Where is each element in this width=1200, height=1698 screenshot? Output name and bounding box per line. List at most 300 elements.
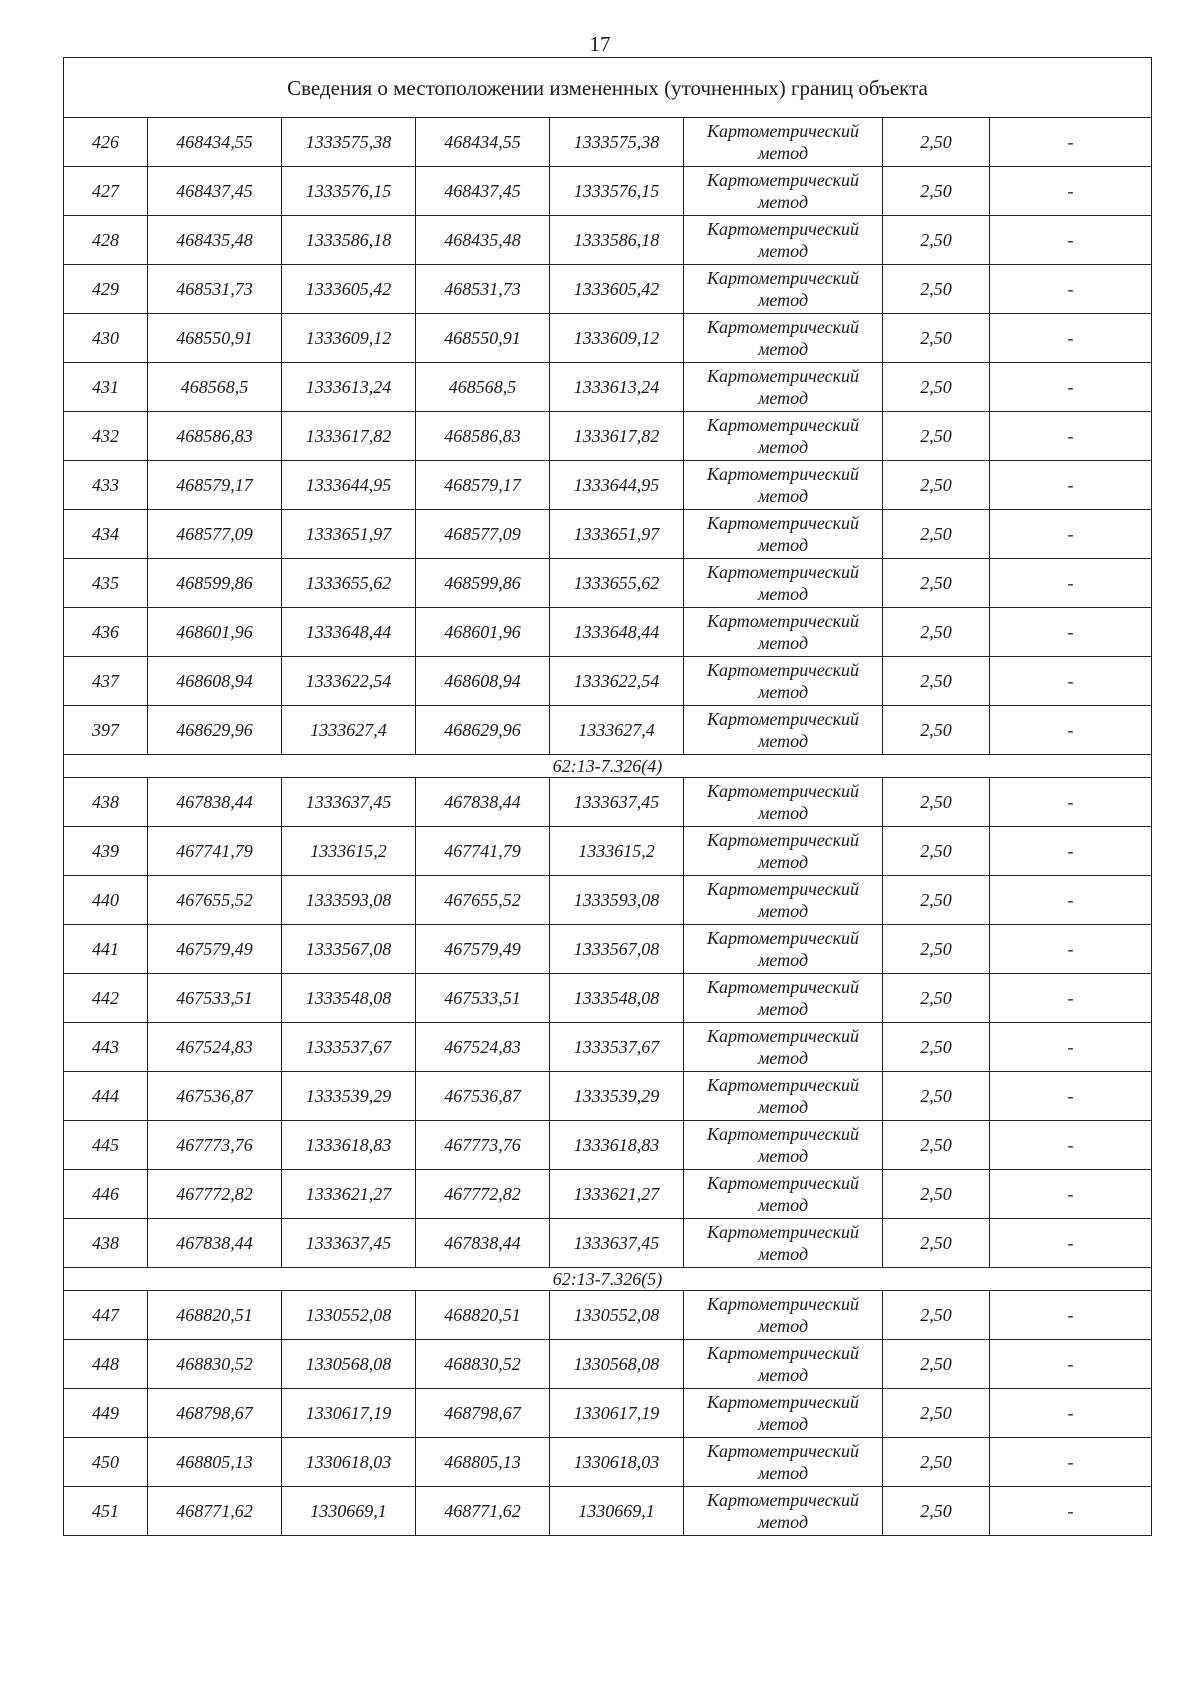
old-y-cell: 1333637,45 [282,1219,416,1268]
method-cell [684,461,883,510]
method-cell [684,314,883,363]
method-cell [684,118,883,167]
method-word: Картометрический [706,611,859,631]
method-word: Картометрический [706,464,859,484]
method-cell [684,363,883,412]
new-x-cell: 468805,13 [416,1438,550,1487]
new-y-cell: 1333548,08 [550,974,684,1023]
description-cell: - [990,363,1152,412]
table-row [64,876,1152,925]
new-y-cell: 1333567,08 [550,925,684,974]
point-number-cell: 427 [64,167,148,216]
new-x-cell: 467533,51 [416,974,550,1023]
table-row [64,118,1152,167]
description-cell: - [990,657,1152,706]
old-y-cell: 1333539,29 [282,1072,416,1121]
accuracy-cell: 2,50 [883,1291,990,1340]
table-row [64,559,1152,608]
new-x-cell: 468608,94 [416,657,550,706]
new-x-cell: 468568,5 [416,363,550,412]
new-x-cell: 467838,44 [416,1219,550,1268]
description-cell: - [990,1219,1152,1268]
method-cell [684,167,883,216]
point-number-cell: 438 [64,778,148,827]
old-y-cell: 1333605,42 [282,265,416,314]
new-y-cell: 1333655,62 [550,559,684,608]
new-x-cell: 468830,52 [416,1340,550,1389]
table-row [64,363,1152,412]
description-cell: - [990,706,1152,755]
method-word: Картометрический [706,317,859,337]
old-x-cell: 467536,87 [148,1072,282,1121]
accuracy-cell: 2,50 [883,510,990,559]
new-x-cell: 468577,09 [416,510,550,559]
old-x-cell: 467838,44 [148,778,282,827]
point-number-cell: 450 [64,1438,148,1487]
method-word: метод [757,1316,809,1336]
old-x-cell: 468531,73 [148,265,282,314]
old-y-cell: 1333637,45 [282,778,416,827]
point-number-cell: 437 [64,657,148,706]
old-x-cell: 468577,09 [148,510,282,559]
old-x-cell: 468550,91 [148,314,282,363]
description-cell: - [990,412,1152,461]
accuracy-cell: 2,50 [883,778,990,827]
method-word: метод [757,486,809,506]
old-x-cell: 468771,62 [148,1487,282,1536]
description-cell: - [990,1487,1152,1536]
accuracy-cell: 2,50 [883,559,990,608]
table-row [64,1487,1152,1536]
point-number-cell: 445 [64,1121,148,1170]
old-y-cell: 1333618,83 [282,1121,416,1170]
new-x-cell: 467524,83 [416,1023,550,1072]
new-y-cell: 1333637,45 [550,778,684,827]
method-cell [684,1219,883,1268]
method-word: Картометрический [706,121,859,141]
new-y-cell: 1333648,44 [550,608,684,657]
description-cell: - [990,974,1152,1023]
old-y-cell: 1333651,97 [282,510,416,559]
accuracy-cell: 2,50 [883,925,990,974]
new-x-cell: 468437,45 [416,167,550,216]
method-cell [684,1389,883,1438]
table-row [64,216,1152,265]
method-cell [684,876,883,925]
description-cell: - [990,1072,1152,1121]
point-number-cell: 439 [64,827,148,876]
table-row [64,778,1152,827]
old-y-cell: 1333627,4 [282,706,416,755]
description-cell: - [990,1438,1152,1487]
new-y-cell: 1333622,54 [550,657,684,706]
new-y-cell: 1333593,08 [550,876,684,925]
new-x-cell: 467838,44 [416,778,550,827]
old-x-cell: 467741,79 [148,827,282,876]
method-word: Картометрический [706,513,859,533]
new-y-cell: 1330617,19 [550,1389,684,1438]
method-cell [684,510,883,559]
table-row [64,608,1152,657]
method-word: Картометрический [706,219,859,239]
new-x-cell: 468820,51 [416,1291,550,1340]
old-x-cell: 468435,48 [148,216,282,265]
method-cell [684,925,883,974]
point-number-cell: 446 [64,1170,148,1219]
old-y-cell: 1333609,12 [282,314,416,363]
description-cell: - [990,510,1152,559]
method-word: метод [757,633,809,653]
point-number-cell: 432 [64,412,148,461]
description-cell: - [990,1340,1152,1389]
new-x-cell: 467579,49 [416,925,550,974]
accuracy-cell: 2,50 [883,314,990,363]
old-x-cell: 467524,83 [148,1023,282,1072]
method-word: Картометрический [706,268,859,288]
method-word: метод [757,388,809,408]
accuracy-cell: 2,50 [883,1389,990,1438]
accuracy-cell: 2,50 [883,1072,990,1121]
description-cell: - [990,1291,1152,1340]
new-y-cell: 1330618,03 [550,1438,684,1487]
old-x-cell: 467772,82 [148,1170,282,1219]
point-number-cell: 440 [64,876,148,925]
table-row [64,1219,1152,1268]
description-cell: - [990,778,1152,827]
method-cell [684,1121,883,1170]
description-cell: - [990,1389,1152,1438]
new-x-cell: 468531,73 [416,265,550,314]
point-number-cell: 449 [64,1389,148,1438]
method-word: метод [757,1365,809,1385]
method-word: метод [757,682,809,702]
point-number-cell: 451 [64,1487,148,1536]
new-x-cell: 468599,86 [416,559,550,608]
accuracy-cell: 2,50 [883,363,990,412]
method-word: Картометрический [706,415,859,435]
accuracy-cell: 2,50 [883,1340,990,1389]
description-cell: - [990,1023,1152,1072]
accuracy-cell: 2,50 [883,657,990,706]
method-word: Картометрический [706,1441,859,1461]
new-x-cell: 467741,79 [416,827,550,876]
accuracy-cell: 2,50 [883,118,990,167]
method-cell [684,265,883,314]
old-x-cell: 468568,5 [148,363,282,412]
method-cell [684,1023,883,1072]
method-word: Картометрический [706,1294,859,1314]
point-number-cell: 431 [64,363,148,412]
method-word: Картометрический [706,1490,859,1510]
point-number-cell: 429 [64,265,148,314]
page-number: 17 [589,32,611,56]
method-cell [684,657,883,706]
method-cell [684,1170,883,1219]
old-y-cell: 1333655,62 [282,559,416,608]
old-y-cell: 1330552,08 [282,1291,416,1340]
old-y-cell: 1333593,08 [282,876,416,925]
method-word: Картометрический [706,1026,859,1046]
method-cell [684,1072,883,1121]
description-cell: - [990,608,1152,657]
method-word: Картометрический [706,977,859,997]
point-number-cell: 442 [64,974,148,1023]
method-word: Картометрический [706,879,859,899]
old-x-cell: 468798,67 [148,1389,282,1438]
description-cell: - [990,1121,1152,1170]
old-y-cell: 1333575,38 [282,118,416,167]
boundary-coordinates-table [63,57,1152,1536]
accuracy-cell: 2,50 [883,167,990,216]
method-word: метод [757,535,809,555]
new-x-cell: 468435,48 [416,216,550,265]
new-x-cell: 468586,83 [416,412,550,461]
table-row [64,657,1152,706]
method-word: Картометрический [706,1343,859,1363]
method-word: метод [757,1146,809,1166]
old-y-cell: 1333617,82 [282,412,416,461]
old-y-cell: 1330617,19 [282,1389,416,1438]
old-y-cell: 1333648,44 [282,608,416,657]
new-x-cell: 467536,87 [416,1072,550,1121]
point-number-cell: 438 [64,1219,148,1268]
old-y-cell: 1333622,54 [282,657,416,706]
point-number-cell: 430 [64,314,148,363]
old-y-cell: 1333644,95 [282,461,416,510]
new-x-cell: 468550,91 [416,314,550,363]
section-title: 62:13-7.326(5) [64,1268,1152,1291]
table-row [64,827,1152,876]
old-x-cell: 468629,96 [148,706,282,755]
point-number-cell: 397 [64,706,148,755]
table-row [64,167,1152,216]
old-y-cell: 1333537,67 [282,1023,416,1072]
accuracy-cell: 2,50 [883,216,990,265]
old-x-cell: 468434,55 [148,118,282,167]
method-cell [684,216,883,265]
new-y-cell: 1333605,42 [550,265,684,314]
point-number-cell: 436 [64,608,148,657]
accuracy-cell: 2,50 [883,876,990,925]
method-word: метод [757,731,809,751]
old-y-cell: 1333567,08 [282,925,416,974]
method-word: метод [757,143,809,163]
method-word: метод [757,1512,809,1532]
old-x-cell: 467838,44 [148,1219,282,1268]
method-word: метод [757,1244,809,1264]
table-row [64,314,1152,363]
description-cell: - [990,925,1152,974]
method-word: метод [757,1048,809,1068]
old-x-cell: 467533,51 [148,974,282,1023]
table-row [64,925,1152,974]
new-x-cell: 468771,62 [416,1487,550,1536]
accuracy-cell: 2,50 [883,1170,990,1219]
method-word: метод [757,901,809,921]
table-row [64,974,1152,1023]
new-y-cell: 1330568,08 [550,1340,684,1389]
old-x-cell: 468599,86 [148,559,282,608]
method-cell [684,778,883,827]
new-y-cell: 1333617,82 [550,412,684,461]
old-y-cell: 1333548,08 [282,974,416,1023]
table-row [64,412,1152,461]
new-y-cell: 1333621,27 [550,1170,684,1219]
accuracy-cell: 2,50 [883,608,990,657]
method-word: Картометрический [706,1124,859,1144]
method-word: метод [757,437,809,457]
description-cell: - [990,461,1152,510]
table-row [64,706,1152,755]
old-x-cell: 468608,94 [148,657,282,706]
description-cell: - [990,265,1152,314]
section-title-row [64,1268,1152,1291]
old-x-cell: 468601,96 [148,608,282,657]
new-y-cell: 1333586,18 [550,216,684,265]
new-x-cell: 468434,55 [416,118,550,167]
section-title-row [64,755,1152,778]
point-number-cell: 428 [64,216,148,265]
new-x-cell: 468629,96 [416,706,550,755]
method-word: Картометрический [706,1392,859,1412]
new-y-cell: 1333644,95 [550,461,684,510]
old-y-cell: 1330618,03 [282,1438,416,1487]
section-title: 62:13-7.326(4) [64,755,1152,778]
method-word: Картометрический [706,1173,859,1193]
new-y-cell: 1333609,12 [550,314,684,363]
table-row [64,510,1152,559]
method-word: Картометрический [706,1075,859,1095]
accuracy-cell: 2,50 [883,827,990,876]
method-word: Картометрический [706,709,859,729]
table-header-row [64,58,1152,118]
old-y-cell: 1333586,18 [282,216,416,265]
old-x-cell: 467655,52 [148,876,282,925]
table-header: Сведения о местоположении измененных (уточненных) границ объекта [64,58,1152,118]
old-x-cell: 468820,51 [148,1291,282,1340]
new-y-cell: 1330669,1 [550,1487,684,1536]
description-cell: - [990,167,1152,216]
point-number-cell: 433 [64,461,148,510]
accuracy-cell: 2,50 [883,974,990,1023]
new-y-cell: 1333539,29 [550,1072,684,1121]
accuracy-cell: 2,50 [883,1219,990,1268]
new-y-cell: 1333576,15 [550,167,684,216]
method-word: метод [757,999,809,1019]
accuracy-cell: 2,50 [883,1121,990,1170]
old-y-cell: 1330669,1 [282,1487,416,1536]
method-word: Картометрический [706,830,859,850]
description-cell: - [990,118,1152,167]
method-word: Картометрический [706,562,859,582]
table-row [64,1023,1152,1072]
old-y-cell: 1330568,08 [282,1340,416,1389]
accuracy-cell: 2,50 [883,412,990,461]
table-row [64,1170,1152,1219]
method-cell [684,559,883,608]
method-word: метод [757,584,809,604]
method-cell [684,1438,883,1487]
method-word: метод [757,1097,809,1117]
table-row [64,1340,1152,1389]
new-x-cell: 468798,67 [416,1389,550,1438]
old-x-cell: 468437,45 [148,167,282,216]
new-y-cell: 1333613,24 [550,363,684,412]
new-x-cell: 467772,82 [416,1170,550,1219]
method-word: метод [757,1414,809,1434]
description-cell: - [990,314,1152,363]
point-number-cell: 435 [64,559,148,608]
accuracy-cell: 2,50 [883,1438,990,1487]
old-x-cell: 468830,52 [148,1340,282,1389]
method-cell [684,412,883,461]
new-y-cell: 1333537,67 [550,1023,684,1072]
old-x-cell: 468586,83 [148,412,282,461]
method-word: Картометрический [706,660,859,680]
method-word: Картометрический [706,366,859,386]
point-number-cell: 447 [64,1291,148,1340]
point-number-cell: 443 [64,1023,148,1072]
description-cell: - [990,559,1152,608]
description-cell: - [990,876,1152,925]
new-x-cell: 468579,17 [416,461,550,510]
method-word: метод [757,803,809,823]
point-number-cell: 448 [64,1340,148,1389]
point-number-cell: 441 [64,925,148,974]
method-word: метод [757,852,809,872]
accuracy-cell: 2,50 [883,1487,990,1536]
old-y-cell: 1333613,24 [282,363,416,412]
method-word: метод [757,290,809,310]
method-word: метод [757,1195,809,1215]
old-y-cell: 1333576,15 [282,167,416,216]
accuracy-cell: 2,50 [883,265,990,314]
old-x-cell: 467579,49 [148,925,282,974]
method-cell [684,706,883,755]
accuracy-cell: 2,50 [883,1023,990,1072]
method-cell [684,608,883,657]
new-y-cell: 1333627,4 [550,706,684,755]
method-cell [684,827,883,876]
table-row [64,1121,1152,1170]
new-x-cell: 468601,96 [416,608,550,657]
old-y-cell: 1333615,2 [282,827,416,876]
table-row [64,1291,1152,1340]
point-number-cell: 426 [64,118,148,167]
description-cell: - [990,827,1152,876]
new-y-cell: 1333637,45 [550,1219,684,1268]
table-body [64,58,1152,1536]
method-word: Картометрический [706,1222,859,1242]
method-word: метод [757,241,809,261]
method-word: метод [757,950,809,970]
point-number-cell: 444 [64,1072,148,1121]
table-row [64,1389,1152,1438]
new-y-cell: 1333575,38 [550,118,684,167]
accuracy-cell: 2,50 [883,706,990,755]
method-cell [684,974,883,1023]
method-word: метод [757,339,809,359]
method-cell [684,1340,883,1389]
method-word: метод [757,1463,809,1483]
new-y-cell: 1330552,08 [550,1291,684,1340]
method-cell [684,1291,883,1340]
method-cell [684,1487,883,1536]
method-word: Картометрический [706,928,859,948]
table-row [64,265,1152,314]
table-row [64,1072,1152,1121]
description-cell: - [990,216,1152,265]
